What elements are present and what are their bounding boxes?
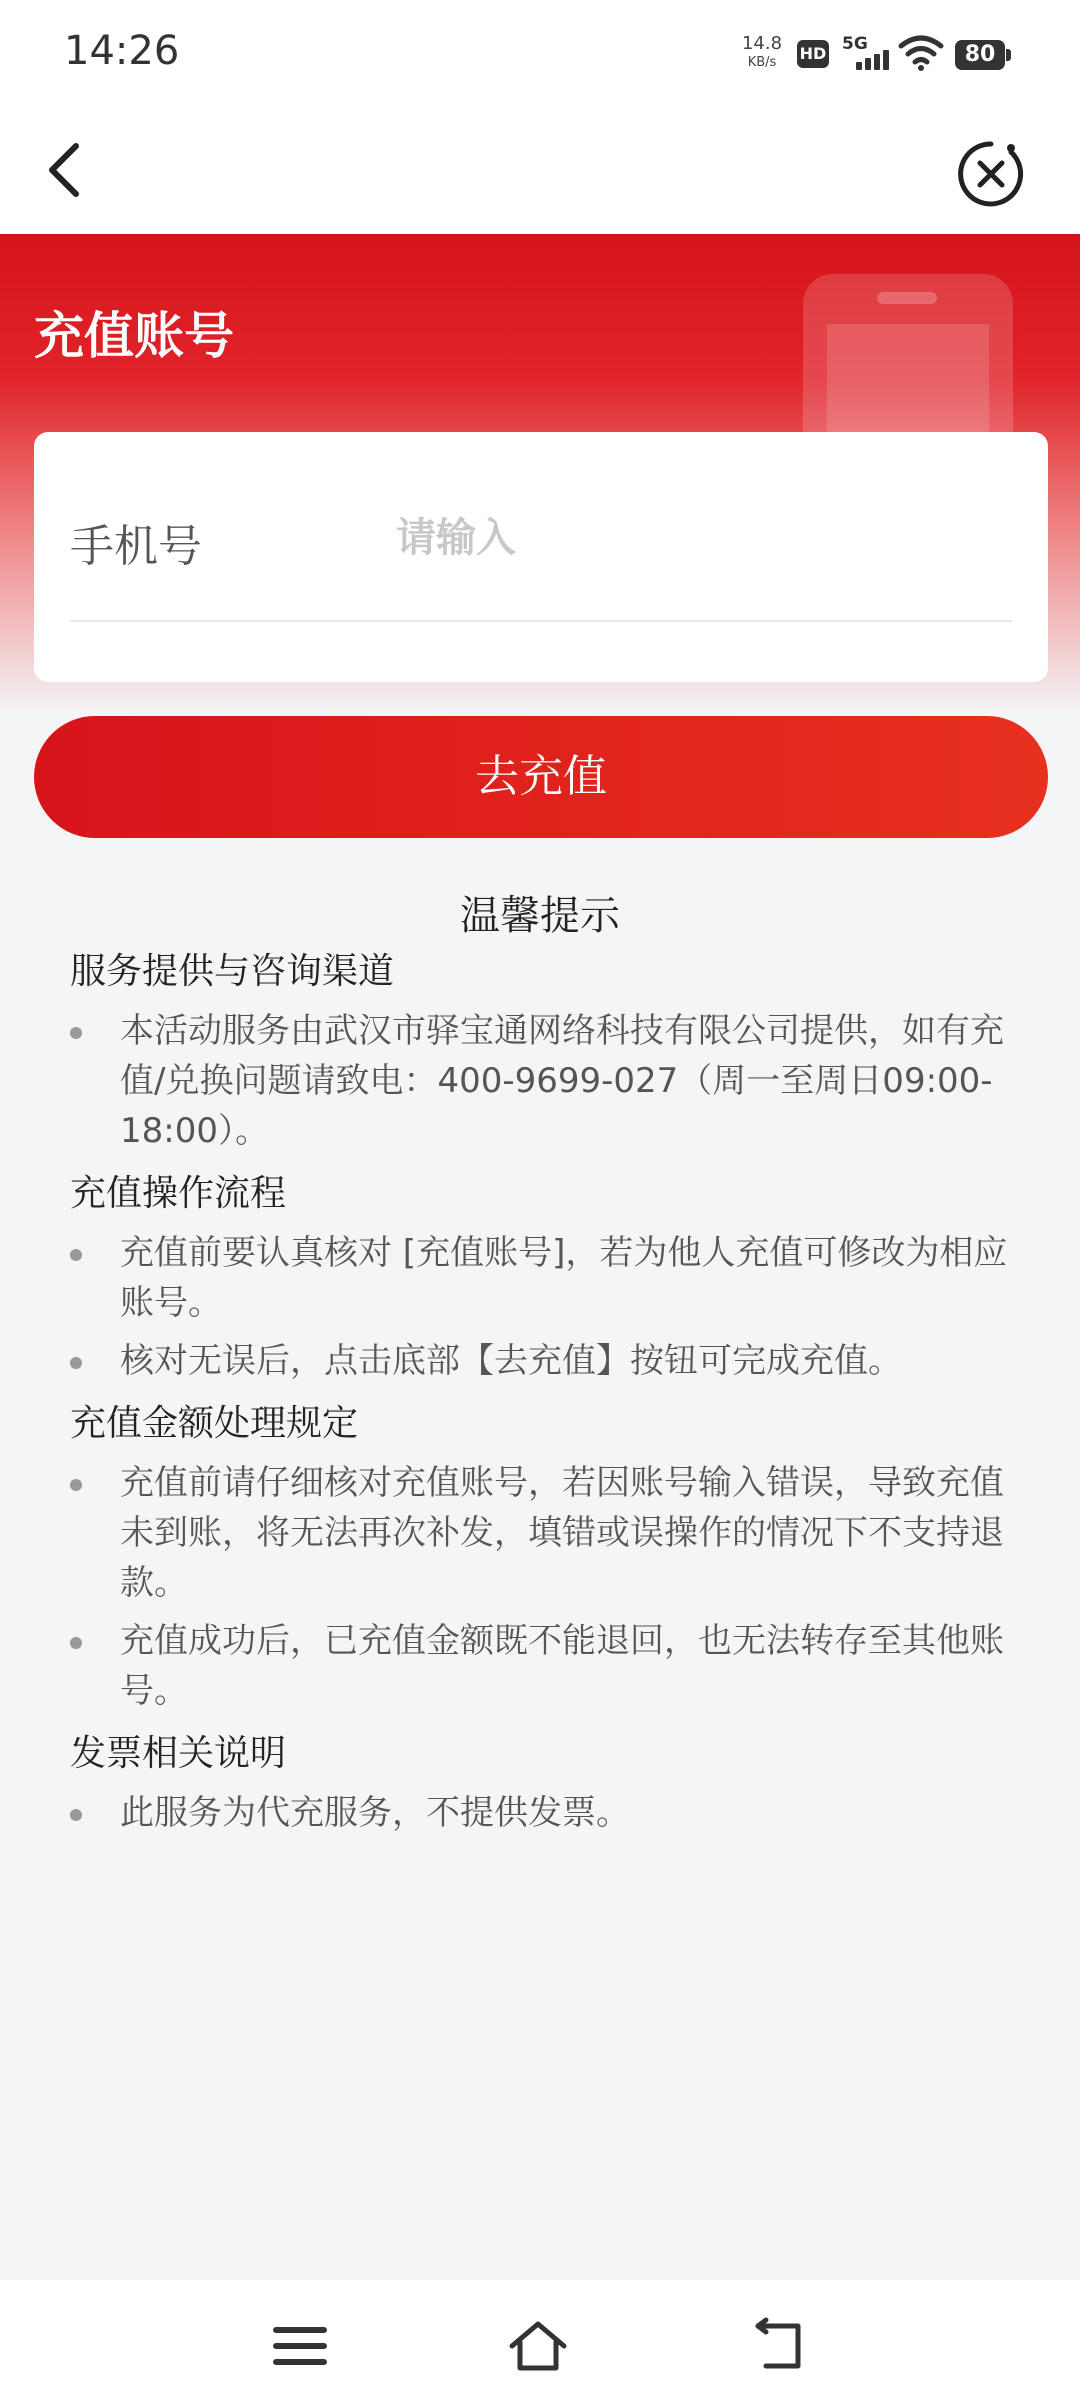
system-nav-bar — [0, 2280, 1080, 2408]
battery-icon — [955, 40, 1011, 70]
list-item — [70, 1336, 1020, 1386]
tip-heading: 服务提供与咨询渠道 — [70, 951, 395, 992]
battery-level: 80 — [955, 40, 1005, 70]
section-title: 充值账号 — [34, 307, 234, 365]
return-icon[interactable] — [748, 2316, 812, 2376]
close-circle-icon[interactable] — [955, 138, 1027, 210]
status-time: 14:26 — [64, 28, 180, 74]
list-item — [70, 1616, 1020, 1716]
tip-text: 充值前请仔细核对充值账号，若因账号输入错误，导致充值未到账，将无法再次补发，填错或误操作的情况下不支持退款。 — [120, 1463, 1004, 1603]
tips-title: 温馨提示 — [460, 893, 620, 939]
tip-heading: 充值操作流程 — [70, 1173, 287, 1214]
tip-section-amount — [70, 1396, 1020, 1716]
home-icon[interactable] — [506, 2316, 570, 2376]
tip-section-process — [70, 1166, 1020, 1386]
phone-label: 手机号 — [70, 521, 202, 572]
recharge-button[interactable]: 去充值 — [34, 716, 1048, 838]
tips-section — [70, 944, 1020, 1848]
signal-icon — [842, 34, 890, 74]
list-item — [70, 1788, 1020, 1838]
network-speed-unit: KB/s — [747, 55, 777, 70]
nav-bar — [0, 108, 1080, 234]
field-divider — [70, 620, 1012, 622]
tip-section-service — [70, 944, 1020, 1156]
network-speed — [740, 34, 784, 72]
phone-input[interactable] — [394, 502, 998, 574]
list-item — [70, 1228, 1020, 1328]
tip-heading: 发票相关说明 — [70, 1733, 287, 1774]
list-item — [70, 1458, 1020, 1608]
tip-text: 此服务为代充服务，不提供发票。 — [120, 1793, 630, 1833]
tip-text: 充值前要认真核对 [充值账号]，若为他人充值可修改为相应账号。 — [120, 1233, 1008, 1323]
chevron-left-icon[interactable] — [36, 138, 96, 202]
wifi-icon — [898, 32, 944, 72]
status-bar — [0, 0, 1080, 108]
tip-text: 核对无误后，点击底部【去充值】按钮可完成充值。 — [120, 1341, 902, 1381]
list-item — [70, 1006, 1020, 1156]
menu-icon[interactable] — [268, 2316, 332, 2376]
tip-text: 充值成功后，已充值金额既不能退回，也无法转存至其他账号。 — [120, 1621, 1004, 1711]
tip-text: 本活动服务由武汉市驿宝通网络科技有限公司提供，如有充值/兑换问题请致电：400-9699-027（周一至周日09:00-18:00）。 — [120, 1011, 1004, 1151]
account-input-card — [34, 432, 1048, 682]
tip-section-invoice — [70, 1726, 1020, 1838]
hd-icon: HD — [797, 40, 829, 68]
network-type-label: 5G — [842, 34, 868, 54]
network-speed-value: 14.8 — [741, 33, 783, 54]
tip-heading: 充值金额处理规定 — [70, 1403, 359, 1444]
